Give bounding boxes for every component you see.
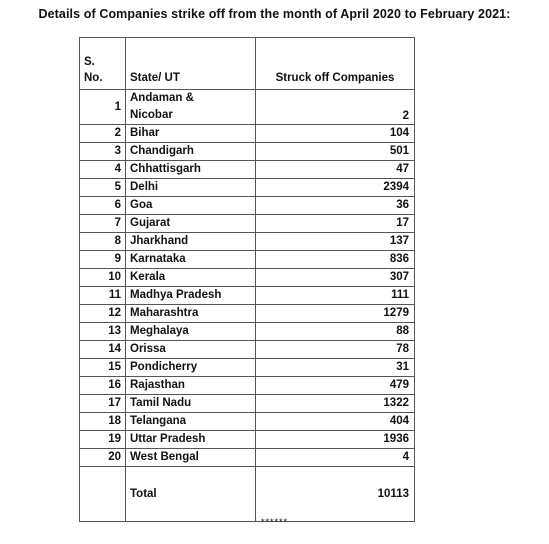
table-row — [80, 233, 415, 251]
row-state-line2: Nicobar — [130, 109, 173, 121]
row-count: 501 — [256, 143, 415, 161]
row-count: 88 — [256, 323, 415, 341]
row-count: 4 — [256, 449, 415, 467]
table-row — [80, 395, 415, 413]
table-row — [80, 90, 415, 125]
table-row — [80, 251, 415, 269]
row-sno: 5 — [80, 179, 126, 197]
document-title: Details of Companies strike off from the month of April 2020 to February 2021: — [38, 7, 511, 21]
row-count: 36 — [256, 197, 415, 215]
row-count: 2 — [256, 90, 415, 125]
row-count: 47 — [256, 161, 415, 179]
row-sno: 19 — [80, 431, 126, 449]
table-row — [80, 197, 415, 215]
row-sno: 16 — [80, 377, 126, 395]
table-row — [80, 413, 415, 431]
row-state: Bihar — [126, 125, 256, 143]
row-sno: 14 — [80, 341, 126, 359]
header-sno — [80, 38, 126, 90]
total-row — [80, 467, 415, 522]
row-state: Karnataka — [126, 251, 256, 269]
table-row — [80, 449, 415, 467]
row-count: 479 — [256, 377, 415, 395]
row-state: Orissa — [126, 341, 256, 359]
header-count: Struck off Companies — [256, 38, 415, 90]
row-state: Jharkhand — [126, 233, 256, 251]
row-sno: 6 — [80, 197, 126, 215]
table-row — [80, 305, 415, 323]
total-label: Total — [126, 467, 256, 522]
row-sno: 15 — [80, 359, 126, 377]
row-state: Chhattisgarh — [126, 161, 256, 179]
row-state: Madhya Pradesh — [126, 287, 256, 305]
row-sno: 17 — [80, 395, 126, 413]
table-row — [80, 161, 415, 179]
table-row — [80, 377, 415, 395]
row-count: 17 — [256, 215, 415, 233]
table-row — [80, 179, 415, 197]
row-count: 78 — [256, 341, 415, 359]
row-state: Rajasthan — [126, 377, 256, 395]
table-row — [80, 269, 415, 287]
row-state-line1: Andaman & — [130, 92, 194, 104]
table-row — [80, 215, 415, 233]
table-header-row — [80, 38, 415, 90]
row-count: 2394 — [256, 179, 415, 197]
row-sno: 3 — [80, 143, 126, 161]
row-sno: 13 — [80, 323, 126, 341]
table-row — [80, 143, 415, 161]
header-sno-line2: No. — [84, 72, 103, 84]
table-body — [80, 90, 415, 522]
row-sno: 7 — [80, 215, 126, 233]
row-sno: 11 — [80, 287, 126, 305]
row-state: Meghalaya — [126, 323, 256, 341]
row-count: 1279 — [256, 305, 415, 323]
row-count: 137 — [256, 233, 415, 251]
table-row — [80, 359, 415, 377]
table-row — [80, 341, 415, 359]
row-state: Pondicherry — [126, 359, 256, 377]
row-count: 307 — [256, 269, 415, 287]
total-sno-empty — [80, 467, 126, 522]
row-count: 104 — [256, 125, 415, 143]
row-sno: 8 — [80, 233, 126, 251]
table-row — [80, 431, 415, 449]
row-sno: 18 — [80, 413, 126, 431]
row-count: 1936 — [256, 431, 415, 449]
row-count: 1322 — [256, 395, 415, 413]
total-count: 10113 — [256, 467, 415, 522]
row-count: 404 — [256, 413, 415, 431]
row-sno: 20 — [80, 449, 126, 467]
header-state: State/ UT — [126, 38, 256, 90]
row-state: Goa — [126, 197, 256, 215]
row-state: Maharashtra — [126, 305, 256, 323]
row-state — [126, 90, 256, 125]
header-sno-line1: S. — [84, 56, 95, 68]
row-sno: 2 — [80, 125, 126, 143]
table-row — [80, 287, 415, 305]
row-state: Uttar Pradesh — [126, 431, 256, 449]
row-state: Chandigarh — [126, 143, 256, 161]
row-count: 836 — [256, 251, 415, 269]
row-state: Telangana — [126, 413, 256, 431]
row-state: Delhi — [126, 179, 256, 197]
row-sno: 9 — [80, 251, 126, 269]
row-state: Tamil Nadu — [126, 395, 256, 413]
row-state: Gujarat — [126, 215, 256, 233]
row-sno: 4 — [80, 161, 126, 179]
row-state: Kerala — [126, 269, 256, 287]
row-sno: 1 — [80, 90, 126, 125]
row-state: West Bengal — [126, 449, 256, 467]
struck-off-companies-table — [79, 37, 415, 522]
table-row — [80, 125, 415, 143]
row-sno: 10 — [80, 269, 126, 287]
end-marker: ****** — [260, 517, 288, 527]
row-sno: 12 — [80, 305, 126, 323]
row-count: 111 — [256, 287, 415, 305]
row-count: 31 — [256, 359, 415, 377]
table-row — [80, 323, 415, 341]
